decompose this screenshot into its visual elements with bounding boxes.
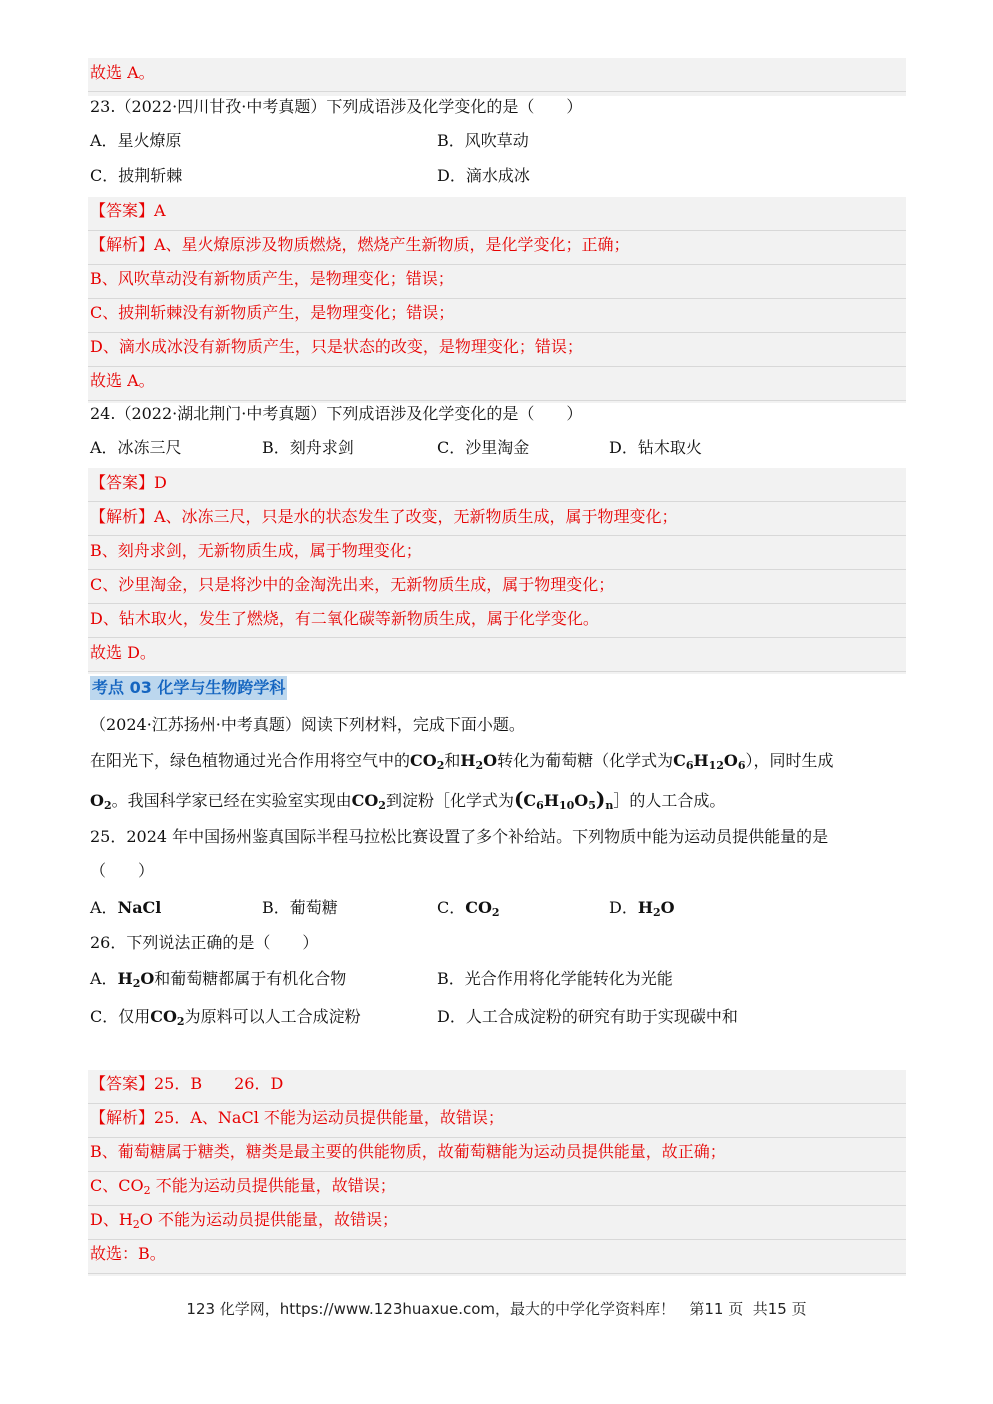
q24-conclusion: 故选 D。 xyxy=(90,643,156,662)
q22-conclusion: 故选 A。 xyxy=(90,63,155,82)
material-paragraph-line-2 xyxy=(90,788,905,810)
text-fragment: 和 xyxy=(444,751,461,770)
section-heading: 考点 03 化学与生物跨学科 xyxy=(90,676,287,700)
q23-stem: 23.（2022·四川甘孜·中考真题）下列成语涉及化学变化的是（ ） xyxy=(90,97,583,116)
option-label: D． xyxy=(609,898,638,917)
footer-page-number: 第11 页 共15 页 xyxy=(689,1300,807,1318)
option-text: 为原料可以人工合成淀粉 xyxy=(184,1007,361,1026)
option-label: C．仅用 xyxy=(90,1007,151,1026)
q24-answer: 【答案】D xyxy=(90,473,167,492)
formula-co2: $CO_2$ xyxy=(118,1176,151,1197)
material-source: （2024·江苏扬州·中考真题）阅读下列材料，完成下面小题。 xyxy=(90,715,525,734)
formula-nacl: NaCl xyxy=(117,898,162,917)
text-fragment: ），同时生成 xyxy=(745,751,834,770)
option-label: A． xyxy=(90,969,118,988)
formula-co2: $CO_2$ xyxy=(150,1007,185,1028)
footer-site: 123 化学网，https://www.123huaxue.com，最大的中学化学资料库！ xyxy=(186,1300,676,1318)
q23-answer: 【答案】A xyxy=(90,201,166,220)
formula-o2: $O_2$ xyxy=(90,791,112,812)
q24-analysis-line: 【解析】A、冰冻三尺，只是水的状态发生了改变，无新物质生成，属于物理变化； xyxy=(90,507,678,526)
q23-option-b: B．风吹草动 xyxy=(437,131,529,150)
q23-analysis-line: D、滴水成冰没有新物质产生，只是状态的改变，是物理变化；错误； xyxy=(90,337,583,356)
page-footer xyxy=(0,1298,993,1319)
q24-option-b: B．刻舟求剑 xyxy=(262,438,354,457)
text-fragment: 转化为葡萄糖（化学式为 xyxy=(497,751,674,770)
q23-option-d: D．滴水成冰 xyxy=(437,166,530,185)
q23-conclusion: 故选 A。 xyxy=(90,371,155,390)
q25-option-b: B．葡萄糖 xyxy=(262,898,338,917)
q26-stem: 26．下列说法正确的是（ ） xyxy=(90,933,319,952)
text-fragment: 在阳光下，绿色植物通过光合作用将空气中的 xyxy=(90,751,411,770)
text-fragment: 不能为运动员提供能量，故错误； xyxy=(152,1210,399,1229)
option-text: 和葡萄糖都属于有机化合物 xyxy=(154,969,347,988)
formula-h2o: $H_2O$ xyxy=(460,751,498,772)
text-fragment: D、 xyxy=(90,1210,119,1229)
formula-glucose: $C_6H_{12}O_6$ xyxy=(673,751,746,772)
text-fragment: C、 xyxy=(90,1176,119,1195)
q26-option-b: B．光合作用将化学能转化为光能 xyxy=(437,969,673,988)
formula-co2: $CO_2$ xyxy=(410,751,445,772)
q24-option-c: C．沙里淘金 xyxy=(437,438,530,457)
q24-analysis-line: B、刻舟求剑，无新物质生成，属于物理变化； xyxy=(90,541,422,560)
q26-option-c xyxy=(90,1006,361,1033)
q23-option-a: A．星火燎原 xyxy=(90,131,182,150)
q25-26-analysis-line: 【解析】25．A、NaCl 不能为运动员提供能量，故错误； xyxy=(90,1108,504,1127)
q25-stem-blank: （ ） xyxy=(90,861,155,880)
material-paragraph-line-1 xyxy=(90,750,905,772)
q23-analysis-line: 【解析】A、星火燎原涉及物质燃烧，燃烧产生新物质，是化学变化；正确； xyxy=(90,235,630,254)
formula-h2o: $H_2O$ xyxy=(117,969,155,990)
formula-h2o: $H_2O$ xyxy=(118,1210,153,1231)
q25-26-analysis-line xyxy=(90,1209,905,1231)
q26-option-a xyxy=(90,968,346,995)
q25-26-answer: 【答案】25．B 26．D xyxy=(90,1074,284,1093)
q25-option-d xyxy=(609,897,675,924)
q24-stem: 24.（2022·湖北荆门·中考真题）下列成语涉及化学变化的是（ ） xyxy=(90,404,583,423)
formula-co2: $CO_2$ xyxy=(465,898,500,919)
q25-option-c xyxy=(437,897,500,924)
q25-stem: 25．2024 年中国扬州鉴真国际半程马拉松比赛设置了多个补给站。下列物质中能为运动员提供能量的是 xyxy=(90,827,829,846)
q24-option-a: A．冰冻三尺 xyxy=(90,438,182,457)
text-fragment: 不能为运动员提供能量，故错误； xyxy=(150,1176,396,1195)
text-fragment: 到淀粉［化学式为 xyxy=(385,791,514,810)
text-fragment: ］的人工合成。 xyxy=(613,791,726,810)
q23-analysis-line: C、披荆斩棘没有新物质产生，是物理变化；错误； xyxy=(90,303,455,322)
formula-h2o: $H_2O$ xyxy=(637,898,675,919)
q23-option-c: C．披荆斩棘 xyxy=(90,166,183,185)
q24-analysis-line: C、沙里淘金，只是将沙中的金淘洗出来，无新物质生成，属于物理变化； xyxy=(90,575,615,594)
option-label: A． xyxy=(90,898,118,917)
text-fragment: 。我国科学家已经在实验室实现由 xyxy=(111,791,352,810)
q23-analysis-line: B、风吹草动没有新物质产生，是物理变化；错误； xyxy=(90,269,454,288)
q25-26-analysis-line: B、葡萄糖属于糖类，糖类是最主要的供能物质，故葡萄糖能为运动员提供能量，故正确； xyxy=(90,1142,726,1161)
formula-co2: $CO_2$ xyxy=(351,791,386,812)
q24-analysis-line: D、钻木取火，发生了燃烧，有二氧化碳等新物质生成，属于化学变化。 xyxy=(90,609,599,628)
q25-option-a xyxy=(90,897,161,919)
q25-26-conclusion: 故选：B。 xyxy=(90,1244,166,1263)
q26-option-d: D．人工合成淀粉的研究有助于实现碳中和 xyxy=(437,1007,738,1026)
q25-26-analysis-line xyxy=(90,1175,905,1197)
formula-starch: $(C_6H_{10}O_5)_n$ xyxy=(513,787,614,812)
q24-option-d: D．钻木取火 xyxy=(609,438,702,457)
option-label: C． xyxy=(437,898,466,917)
